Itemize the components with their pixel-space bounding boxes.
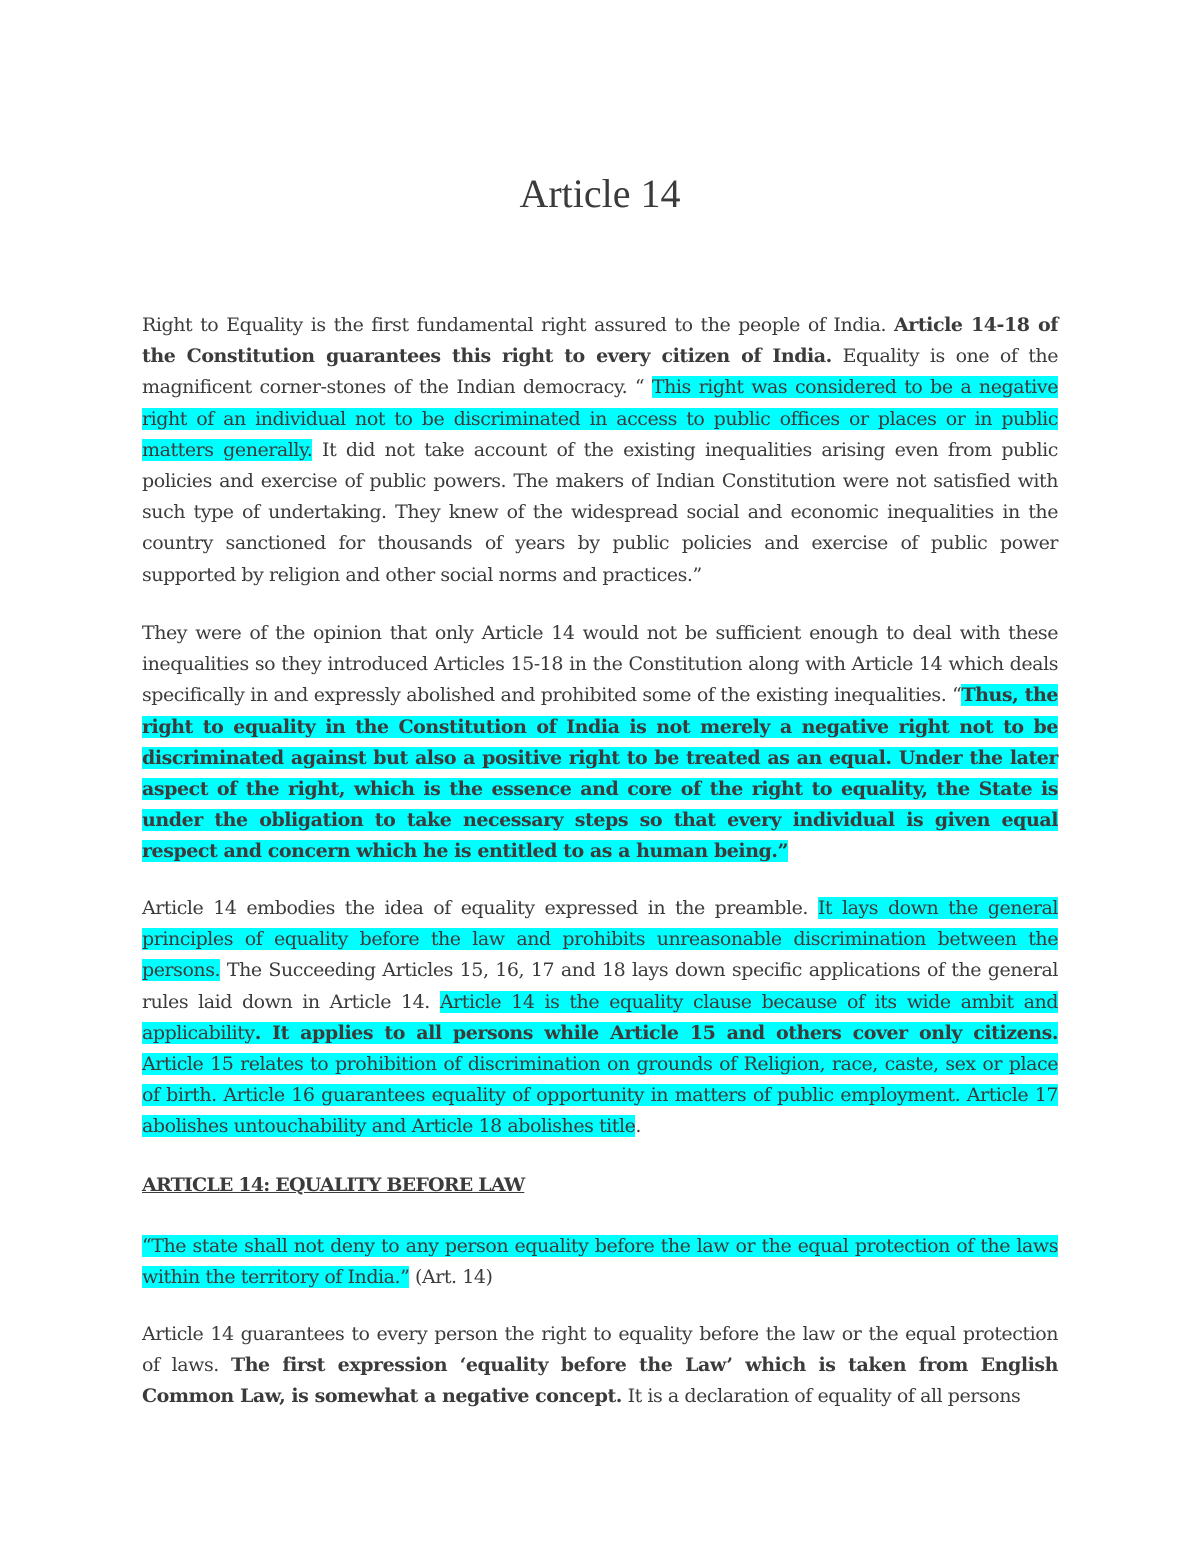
text-run: It did not take account of the existing inequalities arising even from public policies and exercise of public powers. The makers of Indian Constitution were not satisfied with such type of undertaking. They knew of the widespread social and economic inequalities in the country sanctioned for thousands of years by public policies and exercise of public power supported by religion and other social norms and practices.” [142, 438, 1058, 586]
highlighted-quote: “The state shall not deny to any person equality before the law or the equal protection of the laws within the territory of India.” [142, 1235, 1058, 1289]
text-run: Article 14 guarantees to every person the right to equality before the law or the equal protection of laws. [142, 1323, 1058, 1377]
highlighted-text-run: Article 15 relates to prohibition of discrimination on grounds of Religion, race, caste, sex or place of birth. Article 16 guarantees equality of opportunity in matters of public employment. Article 17 abolishes untouchability and Article 18 abolishes title [142, 1053, 1058, 1138]
bold-text-run: The first expression ‘equality before the Law’ which is taken from English Common Law, is somewhat a negative concept. [142, 1354, 1058, 1408]
paragraph-quote [142, 1231, 1058, 1293]
text-run: It is a declaration of equality of all persons [621, 1385, 1021, 1408]
text-run: Article 14 embodies the idea of equality expressed in the preamble. [142, 897, 818, 919]
text-run: The Succeeding Articles 15, 16, 17 and 18 lays down specific applications of the general rules laid down in Article 14. [142, 959, 1058, 1013]
text-run: Right to Equality is the first fundamental right assured to the people of India. [142, 314, 894, 336]
document-title: Article 14 [519, 171, 681, 216]
paragraph-opinion [142, 618, 1058, 868]
highlighted-bold-text-run: Thus, the right to equality in the Constitution of India is not merely a negative right not to be discriminated against but also a positive right to be treated as an equal. Under the later aspect of the right, which is the essence and core of the right to equality, the State is under the obligation to take necessary steps so that every individual is given equal respect and concern which he is entitled to as a human being.” [142, 684, 1059, 863]
text-run: They were of the opinion that only Article 14 would not be sufficient enough to deal with these inequalities so they introduced Articles 15-18 in the Constitution along with Article 14 which deals specifically in and expressly abolished and prohibited some of the existing inequalities. “ [142, 622, 1058, 707]
paragraph-equality-before-law [142, 1319, 1058, 1413]
highlighted-bold-text-run: . It applies to all persons while Article 15 and others cover only citizens. [254, 1021, 1058, 1044]
text-run: Equality is one of the magnificent corner-stones of the Indian democracy. “ [142, 345, 1058, 399]
section-heading: ARTICLE 14: EQUALITY BEFORE LAW [142, 1174, 525, 1196]
bold-text-run: Article 14-18 of the Constitution guarantees this right to every citizen of India. [142, 314, 1058, 368]
highlighted-text-run: It lays down the general principles of equality before the law and prohibits unreasonable discrimination between the persons. [142, 897, 1058, 982]
text-run: . [635, 1115, 642, 1138]
highlighted-text-run: This right was considered to be a negative right of an individual not to be discriminated in access to public offices or places or in public matters generally. [142, 376, 1058, 461]
paragraph-article-14 [142, 893, 1058, 1143]
paragraph-intro [142, 310, 1058, 591]
citation: (Art. 14) [409, 1266, 493, 1289]
highlighted-text-run: Article 14 is the equality clause because of its wide ambit and applicability [142, 990, 1058, 1044]
